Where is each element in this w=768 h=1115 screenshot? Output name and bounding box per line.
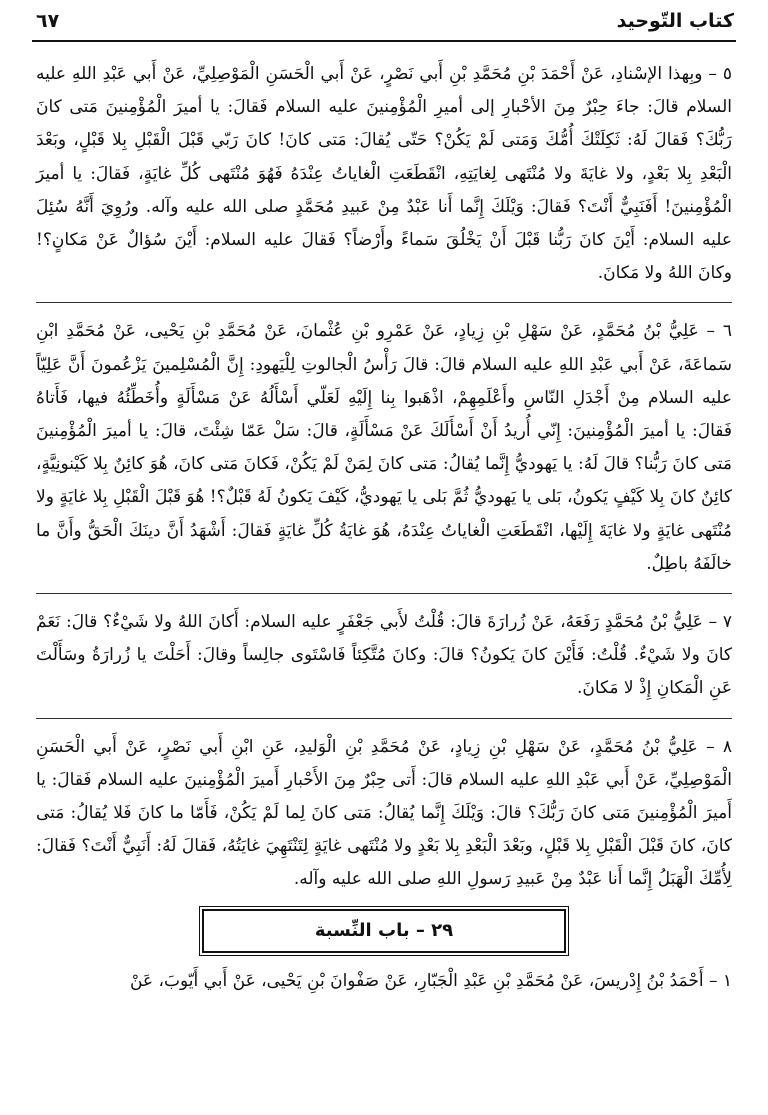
divider [36,302,732,303]
divider [36,593,732,594]
chapter-first-hadith: ١ – أَحْمَدُ بْنُ إِدْريسَ، عَنْ مُحَمَّدِ بْنِ عَبْدِ الْجَبّارِ، عَنْ صَفْوانَ بْنِ يَحْيى، عَنْ أَبي أَيّوبَ، عَنْ [129,970,732,991]
hadith-7: ٧ – عَلِيُّ بْنُ مُحَمَّدٍ رَفَعَهُ، عَنْ زُرارَةَ قالَ: قُلْتُ لأَبي جَعْفَرٍ عليه السلام: أَكانَ اللهُ ولا شَيْءٌ؟ قالَ: نَعَمْ كانَ ولا شَيْءٌ. قُلْتُ: فَأَيْنَ كانَ يَكونُ؟ قالَ: وكانَ مُتَّكِئاً فَاسْتَوى جالِساً وقالَ: أَحَلْتَ يا زُرارَةُ وسَأَلْتَ عَنِ الْمَكانِ إِذْ لا مَكانَ. [36,612,732,699]
page-body [36,58,732,1010]
hadith-5: ٥ – وبِهذا الإسْنادِ، عَنْ أَحْمَدَ بْنِ مُحَمَّدِ بْنِ أَبي نَصْرٍ، عَنْ أَبي الْحَسَنِ الْمَوْصِلِيِّ، عَنْ أَبي عَبْدِ اللهِ عليه السلام قالَ: جاءَ حِبْرٌ مِنَ الأحْبارِ إلى أميرِ الْمُؤْمِنينَ عليه السلام فَقالَ: يا أميرَ الْمُؤْمِنينَ مَتى كانَ رَبُّكَ؟ فَقالَ لَهُ: ثَكِلَتْكَ أُمُّكَ وَمَتى لَمْ يَكُنْ؟ حَتّى يُقالَ: مَتى كانَ! كانَ رَبّي قَبْلَ الْقَبْلِ بِلا قَبْلٍ، وبَعْدَ الْبَعْدِ بِلا بَعْدٍ، ولا غايَةَ ولا مُنْتَهى لِغايَتِهِ، انْقَطَعَتِ الْغاياتُ عِنْدَهُ فَهُوَ مُنْتَهى كُلِّ غايَةٍ، فَقالَ: يا أميرَ الْمُؤْمِنينَ! أَفَنَبِيٌّ أَنْتَ؟ فَقالَ: وَيْلَكَ إِنَّما أَنا عَبْدٌ مِنْ عَبيدِ مُحَمَّدٍ صلى الله عليه وآله. ورُوِيَ أَنَّهُ سُئِلَ عليه السلام: أَيْنَ كانَ رَبُّنا قَبْلَ أَنْ يَخْلُقَ سَماءً وأَرْضاً؟ فَقالَ عليه السلام: أَيْنَ سُؤالٌ عَنْ مَكانٍ؟! وكانَ اللهُ ولا مَكانَ. [36,64,732,284]
running-header [32,6,736,42]
divider [36,718,732,719]
hadith-8: ٨ – عَلِيُّ بْنُ مُحَمَّدٍ، عَنْ سَهْلِ بْنِ زِيادٍ، عَنْ مُحَمَّدِ بْنِ الْوَليدِ، عَنِ ابْنِ أَبي نَصْرٍ، عَنْ أَبي الْحَسَنِ الْمَوْصِلِيِّ، عَنْ أَبي عَبْدِ اللهِ عليه السلام قالَ: أَتى حِبْرٌ مِنَ الأَحْبارِ أَميرَ الْمُؤْمِنينَ عليه السلام فَقالَ: يا أَميرَ الْمُؤْمِنينَ مَتى كانَ رَبُّكَ؟ قالَ: وَيْلَكَ إِنَّما يُقالُ: مَتى كانَ لِما لَمْ يَكُنْ، فَأَمّا ما كانَ فَلا يُقالُ: مَتى كانَ، كانَ قَبْلَ الْقَبْلِ بِلا قَبْلٍ، وبَعْدَ الْبَعْدِ بِلا بَعْدٍ ولا مُنْتَهى غايَةٍ لِتَنْتَهِيَ غايَتُهُ، فَقالَ لَهُ: أَنَبِيٌّ أَنْتَ؟ فَقالَ: لِأُمِّكَ الْهَبَلُ إِنَّما أَنا عَبْدٌ مِنْ عَبيدِ رَسولِ اللهِ صلى الله عليه وآله. [36,736,732,890]
hadith-6: ٦ – عَلِيُّ بْنُ مُحَمَّدٍ، عَنْ سَهْلِ بْنِ زِيادٍ، عَنْ عَمْرِو بْنِ عُثْمانَ، عَنْ مُحَمَّدِ بْنِ يَحْيى، عَنْ مُحَمَّدِ ابْنِ سَماعَةَ، عَنْ أَبي عَبْدِ اللهِ عليه السلام قالَ: قالَ رَأْسُ الْجالوتِ لِلْيَهودِ: إِنَّ الْمُسْلِمينَ يَزْعُمونَ أَنَّ عَلِيّاً عليه السلام مِنْ أَجْدَلِ النّاسِ وأَعْلَمِهِمْ، اذْهَبوا بِنا إِلَيْهِ لَعَلّي أَسْأَلُهُ عَنْ مَسْأَلَةٍ وأُخَطِّئُهُ فيها، فَأَتاهُ فَقالَ: يا أميرَ الْمُؤْمِنينَ: إِنّي أُريدُ أَنْ أَسْأَلَكَ عَنْ مَسْأَلَةٍ، قالَ: سَلْ عَمّا شِئْتَ، قالَ: يا أميرَ الْمُؤْمِنينَ مَتى كانَ رَبُّنا؟ قالَ لَهُ: يا يَهوديُّ إِنَّما يُقالُ: مَتى كانَ لِمَنْ لَمْ يَكُنْ، فَكانَ مَتى كانَ، هُوَ كائِنٌ بِلا كَيْنونِيَّةٍ، كائِنٌ كانَ بِلا كَيْفٍ يَكونُ، بَلى يا يَهوديُّ ثُمَّ بَلى يا يَهوديُّ، كَيْفَ يَكونُ لَهُ قَبْلٌ؟! هُوَ قَبْلَ الْقَبْلِ بِلا غايَةٍ ولا مُنْتَهى غايَةٍ ولا غايَةَ إِلَيْها، انْقَطَعَتِ الْغاياتُ عِنْدَهُ، هُوَ غايَةُ كُلِّ غايَةٍ فَقالَ: أَشْهَدُ أَنَّ دينَكَ الْحَقُّ وأَنَّ ما خالَفَهُ باطِلٌ. [36,321,733,574]
chapter-heading: ٢٩ – باب النِّسبة [202,909,566,953]
page-number: ٦٧ [36,10,60,32]
running-title: كتاب التّوحيد [616,10,734,32]
